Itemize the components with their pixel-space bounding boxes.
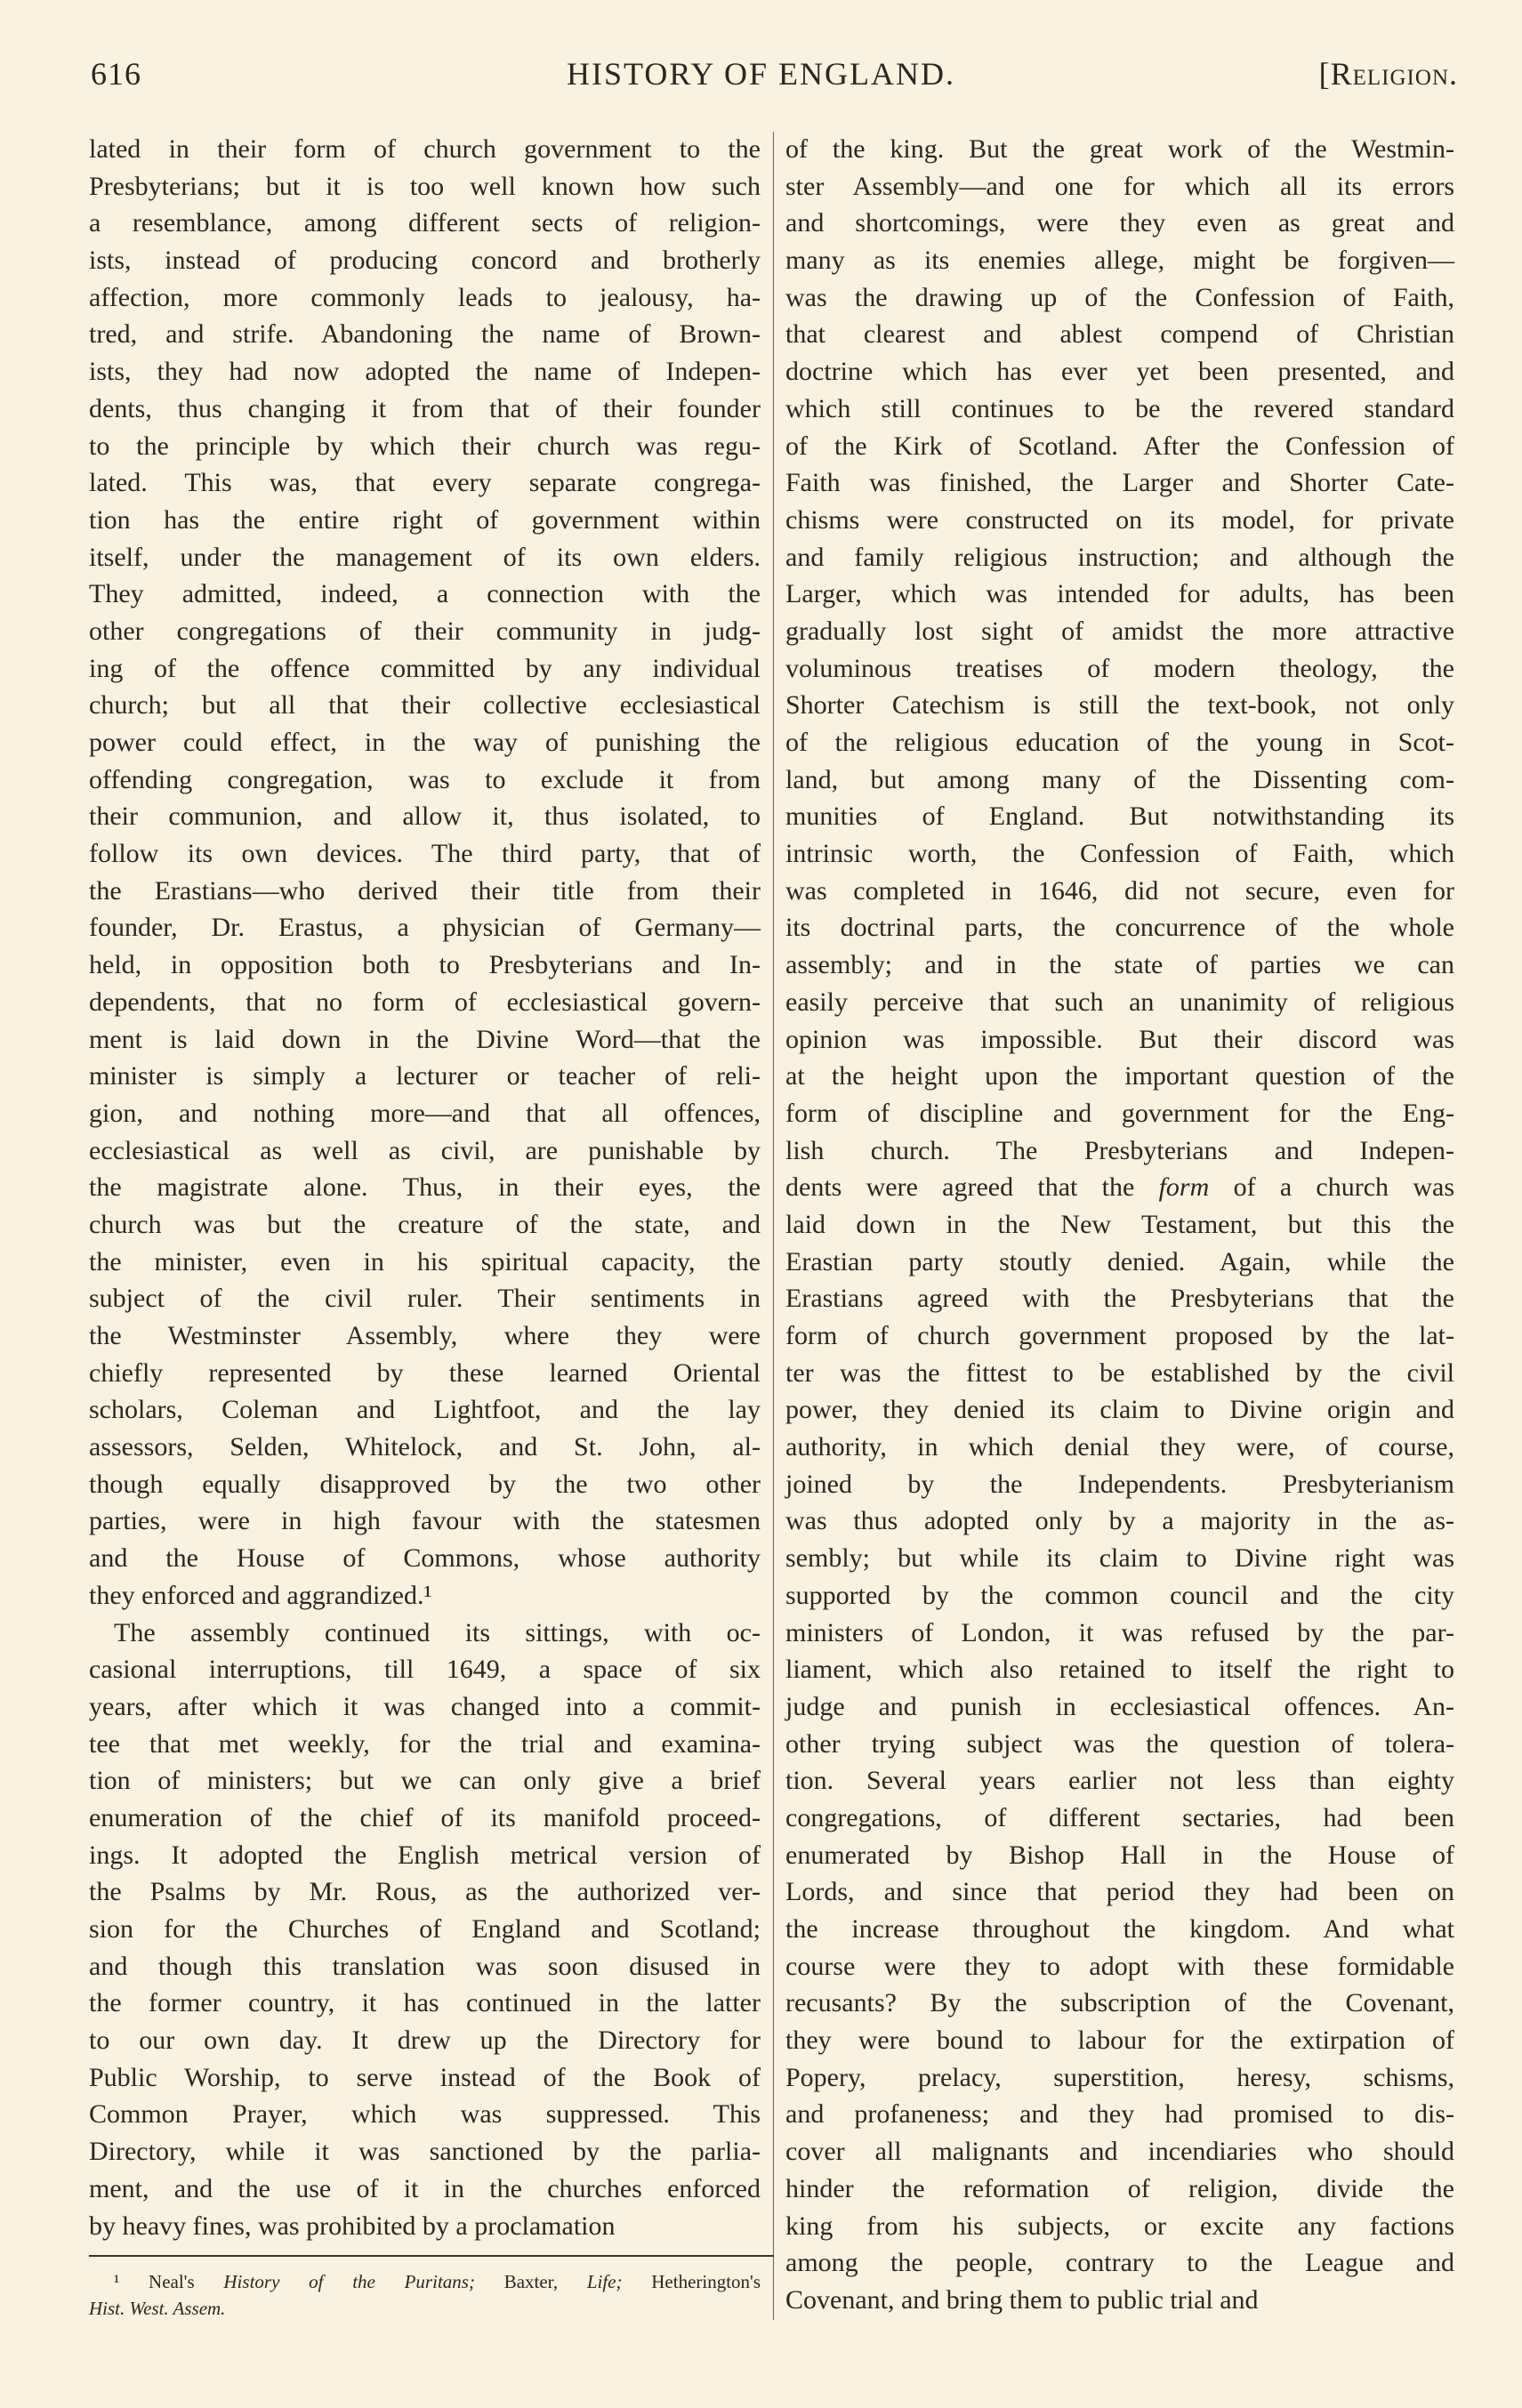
text-line: Faith was finished, the Larger and Shorter Cate- xyxy=(785,468,1454,498)
text-line: was thus adopted only by a majority in the as- xyxy=(785,1506,1454,1536)
text-line: offending congregation, was to exclude it from xyxy=(89,764,761,794)
text-segment: Hetherington's xyxy=(622,2271,761,2292)
text-line: itself, under the management of its own elders. xyxy=(89,542,761,572)
text-line: They admitted, indeed, a connection with the xyxy=(89,579,761,609)
text-line: tion has the entire right of government within xyxy=(89,504,761,535)
text-line: sembly; but while its claim to Divine right was xyxy=(785,1543,1454,1574)
text-line: casional interruptions, till 1649, a space of six xyxy=(89,1655,761,1685)
text-line: ster Assembly—and one for which all its errors xyxy=(785,171,1454,201)
text-line: the Psalms by Mr. Rous, as the authorized ver- xyxy=(89,1877,761,1907)
text-line: gion, and nothing more—and that all offences, xyxy=(89,1098,761,1128)
text-line: congregations, of different sectaries, had been xyxy=(785,1802,1454,1832)
text-line: ment is laid down in the Divine Word—that the xyxy=(89,1024,761,1054)
text-line: The assembly continued its sittings, with oc- xyxy=(114,1617,761,1647)
text-line: ists, they had now adopted the name of Indepen- xyxy=(89,357,761,387)
text-line: ment, and the use of it in the churches enforced xyxy=(89,2173,761,2203)
text-line: Common Prayer, which was suppressed. This xyxy=(89,2099,761,2130)
text-line: they were bound to labour for the extirpation of xyxy=(785,2025,1454,2056)
text-line: dependents, that no form of ecclesiastical govern- xyxy=(89,987,761,1017)
text-line: Larger, which was intended for adults, has been xyxy=(785,579,1454,609)
text-line: years, after which it was changed into a commit- xyxy=(89,1691,761,1721)
text-line: a resemblance, among different sects of religion- xyxy=(89,208,761,238)
text-line xyxy=(89,2295,761,2322)
text-line: ists, instead of producing concord and brotherly xyxy=(89,246,761,276)
text-line: follow its own devices. The third party, that of xyxy=(89,839,761,869)
text-segment: dents were agreed that the xyxy=(785,1172,1159,1203)
text-line: Covenant, and bring them to public trial and xyxy=(785,2284,1259,2315)
text-line: authority, in which denial they were, of course, xyxy=(785,1432,1454,1462)
text-line: easily perceive that such an unanimity of religious xyxy=(785,987,1454,1017)
text-line: many as its enemies allege, might be forgiven— xyxy=(785,246,1454,276)
italic-text: form xyxy=(1158,1172,1210,1203)
text-line: chiefly represented by these learned Oriental xyxy=(89,1357,761,1388)
text-line: intrinsic worth, the Confession of Faith, which xyxy=(785,839,1454,869)
text-line: gradually lost sight of amidst the more attractive xyxy=(785,616,1454,646)
footnote xyxy=(89,2268,761,2322)
text-line: ecclesiastical as well as civil, are punishable by xyxy=(89,1135,761,1165)
text-line: of the king. But the great work of the Westmin- xyxy=(785,134,1454,164)
text-line: doctrine which has ever yet been presented, and xyxy=(785,357,1454,387)
text-line: joined by the Independents. Presbyterianism xyxy=(785,1469,1454,1499)
text-line: ter was the fittest to be established by the civil xyxy=(785,1357,1454,1388)
text-line: other trying subject was the question of tolera- xyxy=(785,1728,1454,1759)
text-line: tred, and strife. Abandoning the name of Brown- xyxy=(89,319,761,350)
text-line: the minister, even in his spiritual capacity, the xyxy=(89,1246,761,1276)
text-line xyxy=(785,1169,1454,1206)
text-line: the increase throughout the kingdom. And what xyxy=(785,1914,1454,1944)
text-line: ing of the offence committed by any individual xyxy=(89,653,761,683)
text-line: assembly; and in the state of parties we can xyxy=(785,950,1454,980)
text-line: of the Kirk of Scotland. After the Confession of xyxy=(785,431,1454,461)
text-line: held, in opposition both to Presbyterians and In- xyxy=(89,950,761,980)
text-line: power could effect, in the way of punishing the xyxy=(89,728,761,757)
text-line: to the principle by which their church was regu- xyxy=(89,431,761,461)
text-line: scholars, Coleman and Lightfoot, and the lay xyxy=(89,1395,761,1425)
text-line: the magistrate alone. Thus, in their eyes, the xyxy=(89,1172,761,1203)
text-line: munities of England. But notwithstanding its xyxy=(785,801,1454,832)
text-line: parties, were in high favour with the statesmen xyxy=(89,1506,761,1536)
text-segment: of a church was xyxy=(1209,1172,1454,1203)
text-line: minister is simply a lecturer or teacher of reli- xyxy=(89,1061,761,1091)
text-line: its doctrinal parts, the concurrence of the whole xyxy=(785,913,1454,943)
text-line: king from his subjects, or excite any factions xyxy=(785,2211,1454,2241)
text-line: the former country, it has continued in the latter xyxy=(89,1988,761,2018)
text-line: Erastian party stoutly denied. Again, while the xyxy=(785,1246,1454,1276)
text-line: recusants? By the subscription of the Covenant, xyxy=(785,1988,1454,2018)
text-line: and profaneness; and they had promised to dis- xyxy=(785,2099,1454,2130)
running-title: HISTORY OF ENGLAND. xyxy=(566,56,956,92)
text-line: supported by the common council and the city xyxy=(785,1580,1454,1610)
footnote-rule xyxy=(89,2255,774,2257)
text-line: liament, which also retained to itself the right to xyxy=(785,1655,1454,1685)
text-line: opinion was impossible. But their discord was xyxy=(785,1024,1454,1054)
text-line: subject of the civil ruler. Their sentiments in xyxy=(89,1284,761,1314)
text-line: which still continues to be the revered standard xyxy=(785,393,1454,423)
text-line: cover all malignants and incendiaries who should xyxy=(785,2137,1454,2167)
text-line: enumerated by Bishop Hall in the House of xyxy=(785,1840,1454,1870)
text-line: course were they to adopt with these formidable xyxy=(785,1951,1454,1981)
text-line: tion of ministers; but we can only give a brief xyxy=(89,1766,761,1796)
text-line: other congregations of their community in judg- xyxy=(89,616,761,646)
text-line xyxy=(89,2268,761,2295)
text-line: they enforced and aggrandized.¹ xyxy=(89,1580,432,1610)
text-line: Popery, prelacy, superstition, heresy, schisms, xyxy=(785,2062,1454,2092)
text-line: church was but the creature of the state, and xyxy=(89,1209,761,1239)
text-line: lish church. The Presbyterians and Indepen- xyxy=(785,1135,1454,1165)
text-line: ministers of London, it was refused by the par- xyxy=(785,1617,1454,1647)
text-line: lated. This was, that every separate congrega- xyxy=(89,468,761,498)
text-line: hinder the reformation of religion, divide the xyxy=(785,2173,1454,2203)
text-line: power, they denied its claim to Divine origin and xyxy=(785,1395,1454,1425)
text-line: sion for the Churches of England and Scotland; xyxy=(89,1914,761,1944)
text-line: was completed in 1646, did not secure, even for xyxy=(785,875,1454,906)
text-line: judge and punish in ecclesiastical offences. An- xyxy=(785,1691,1454,1721)
text-line: that clearest and ablest compend of Christian xyxy=(785,319,1454,350)
italic-text: History of the Puritans; xyxy=(223,2271,475,2292)
text-line: Presbyterians; but it is too well known how such xyxy=(89,171,761,201)
text-line: lated in their form of church government to the xyxy=(89,134,761,164)
text-line: voluminous treatises of modern theology, the xyxy=(785,653,1454,683)
text-line: laid down in the New Testament, but this the xyxy=(785,1209,1454,1239)
text-line: Public Worship, to serve instead of the Book of xyxy=(89,2062,761,2092)
text-line: and the House of Commons, whose authority xyxy=(89,1543,761,1574)
text-line: and shortcomings, were they even as great and xyxy=(785,208,1454,238)
section-heading: [Religion. xyxy=(1318,56,1458,92)
text-line: land, but among many of the Dissenting com- xyxy=(785,764,1454,794)
text-line: to our own day. It drew up the Directory for xyxy=(89,2025,761,2056)
text-line: Erastians agreed with the Presbyterians that the xyxy=(785,1284,1454,1314)
page-number: 616 xyxy=(91,56,141,92)
right-column xyxy=(785,131,1454,2319)
text-line: form of church government proposed by the lat- xyxy=(785,1321,1454,1350)
text-line: at the height upon the important question of the xyxy=(785,1061,1454,1091)
text-line: tion. Several years earlier not less than eighty xyxy=(785,1766,1454,1796)
text-line: among the people, contrary to the League and xyxy=(785,2248,1454,2278)
text-line: tee that met weekly, for the trial and examina- xyxy=(89,1728,761,1759)
text-line: the Westminster Assembly, where they were xyxy=(89,1321,761,1350)
text-line: the Erastians—who derived their title from their xyxy=(89,875,761,906)
text-line: Lords, and since that period they had been on xyxy=(785,1877,1454,1907)
text-segment: Baxter, xyxy=(474,2271,587,2292)
text-line: was the drawing up of the Confession of Faith, xyxy=(785,282,1454,312)
text-line: affection, more commonly leads to jealousy, ha- xyxy=(89,282,761,312)
text-line: founder, Dr. Erastus, a physician of Germany— xyxy=(89,913,761,943)
text-line: and family religious instruction; and although the xyxy=(785,542,1454,572)
italic-text: Life; xyxy=(586,2271,623,2292)
text-line: their communion, and allow it, thus isolated, to xyxy=(89,801,761,832)
text-segment: ¹ Neal's xyxy=(114,2271,224,2292)
italic-text: Hist. West. Assem. xyxy=(89,2298,226,2319)
text-line: Directory, while it was sanctioned by the parlia- xyxy=(89,2137,761,2167)
text-line: of the religious education of the young in Scot- xyxy=(785,728,1454,757)
left-column xyxy=(89,131,761,2244)
text-line: dents, thus changing it from that of their founder xyxy=(89,393,761,423)
text-line: form of discipline and government for the Eng- xyxy=(785,1098,1454,1128)
text-line: Shorter Catechism is still the text-book, not only xyxy=(785,690,1454,721)
column-divider xyxy=(773,132,774,2320)
text-line: though equally disapproved by the two other xyxy=(89,1469,761,1499)
text-line: and though this translation was soon disused in xyxy=(89,1951,761,1981)
text-line: ings. It adopted the English metrical version of xyxy=(89,1840,761,1870)
text-line: church; but all that their collective ecclesiastical xyxy=(89,690,761,721)
text-line: by heavy fines, was prohibited by a proclamation xyxy=(89,2211,616,2241)
text-line: chisms were constructed on its model, for private xyxy=(785,504,1454,535)
text-line: assessors, Selden, Whitelock, and St. John, al- xyxy=(89,1432,761,1462)
text-line: enumeration of the chief of its manifold proceed- xyxy=(89,1802,761,1832)
